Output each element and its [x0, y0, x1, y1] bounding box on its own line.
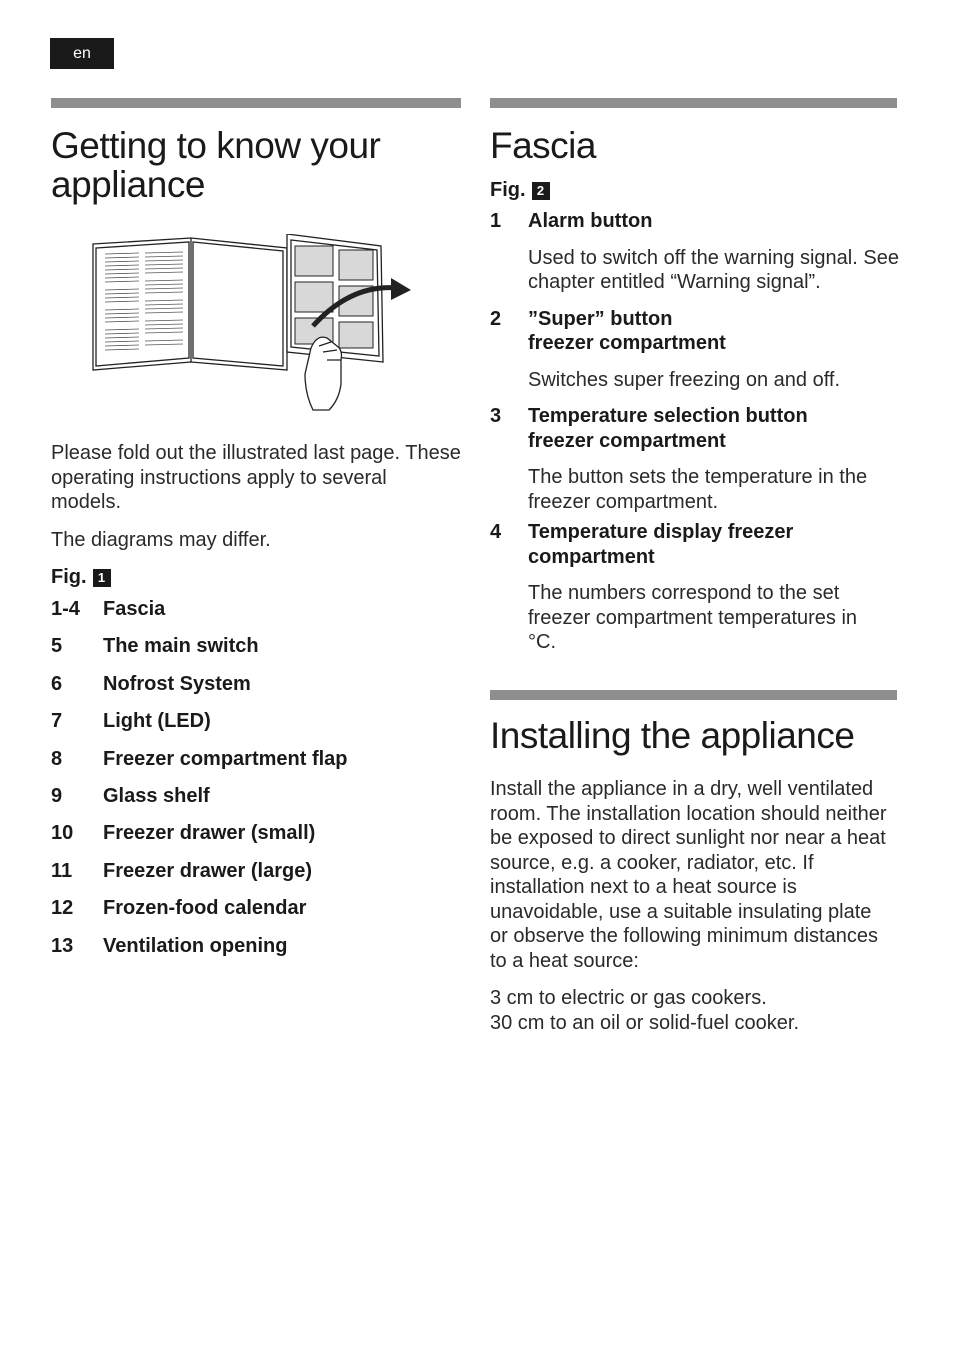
item-label-line-2: compartment: [528, 545, 655, 568]
item-number: 9: [51, 784, 63, 807]
item-label: Freezer drawer (small): [103, 822, 316, 845]
list-item: [51, 634, 461, 671]
item-number: 2: [490, 307, 502, 330]
item-number: 3: [490, 405, 502, 427]
section-title-getting-to-know: Getting to know your appliance: [51, 125, 381, 205]
list-item: [51, 859, 461, 896]
figure-reference: [490, 179, 910, 202]
item-number: 7: [51, 710, 63, 733]
intro-paragraph: Please fold out the illustrated last page. These operating instructions apply to several models.: [51, 442, 461, 513]
installing-section: [490, 690, 900, 1035]
item-label: Temperature selection button: [528, 405, 808, 427]
item-number: 1-4: [51, 598, 80, 620]
distance-line-oil: 30 cm to an oil or solid-fuel cooker.: [490, 1011, 800, 1034]
item-label: Fascia: [103, 598, 166, 620]
item-label: Ventilation opening: [103, 934, 288, 957]
parts-list: [51, 597, 461, 971]
list-item: [51, 747, 461, 784]
list-item: [51, 934, 461, 971]
section-title-fascia: Fascia: [490, 125, 596, 166]
item-label: ”Super” button: [528, 307, 673, 330]
item-description: Switches super freezing on and off.: [528, 368, 841, 391]
item-label: Frozen-food calendar: [103, 897, 307, 920]
item-number: 4: [490, 521, 502, 543]
list-item: [51, 821, 461, 858]
fig-number-badge: 2: [532, 182, 550, 200]
item-number: 11: [51, 859, 73, 882]
list-item: [51, 709, 461, 746]
item-label: Light (LED): [103, 710, 211, 733]
installation-paragraph: Install the appliance in a dry, well ventilated room. The installation location should neither be exposed to direct sunlight nor near a heat source, e.g. a cooker, radiator, etc. If installation next to a heat source is unavoidable, use a suitable insulating plate or observe the following minimum distances to a heat source:: [490, 778, 887, 972]
section-rule: [51, 98, 461, 108]
list-item: [51, 597, 461, 634]
fascia-list: [490, 209, 910, 655]
fascia-section: [490, 98, 910, 655]
list-item: [51, 672, 461, 709]
section-title-installing: Installing the appliance: [490, 715, 855, 756]
fig-number-badge: 1: [93, 569, 111, 587]
item-label: Freezer compartment flap: [103, 747, 348, 770]
item-label: Temperature display freezer: [528, 521, 794, 543]
item-number: 6: [51, 672, 63, 695]
fig-label: Fig.: [490, 179, 526, 201]
section-rule: [490, 98, 897, 108]
item-number: 1: [490, 210, 502, 232]
list-item: [51, 896, 461, 933]
distance-line-gas: 3 cm to electric or gas cookers.: [490, 987, 767, 1009]
diagrams-note: The diagrams may differ.: [51, 528, 271, 551]
item-number: 12: [51, 897, 74, 920]
left-column: [51, 98, 461, 971]
item-number: 5: [51, 635, 63, 658]
fold-out-page-illustration: [91, 234, 421, 414]
list-item: [490, 404, 910, 514]
item-label: Glass shelf: [103, 784, 210, 807]
item-label: Alarm button: [528, 210, 653, 232]
section-rule: [490, 690, 897, 700]
item-label: Freezer drawer (large): [103, 859, 312, 882]
item-number: 10: [51, 822, 74, 845]
item-label-line-2: freezer compartment: [528, 332, 726, 354]
item-description: The button sets the temperature in the freezer compartment.: [528, 466, 868, 513]
fig-label: Fig.: [51, 566, 87, 588]
item-description: The numbers correspond to the set freezer compartment temperatures in °C.: [528, 582, 858, 653]
item-label-line-2: freezer compartment: [528, 429, 726, 452]
list-item: [490, 209, 910, 295]
language-tag: en: [50, 38, 114, 69]
list-item: [51, 784, 461, 821]
list-item: [490, 307, 910, 393]
item-number: 13: [51, 934, 74, 957]
item-description: Used to switch off the warning signal. See chapter entitled “Warning signal”.: [528, 246, 899, 293]
item-number: 8: [51, 747, 63, 770]
figure-reference: [51, 566, 461, 589]
item-label: The main switch: [103, 635, 259, 658]
item-label: Nofrost System: [103, 672, 251, 695]
list-item: [490, 520, 910, 655]
